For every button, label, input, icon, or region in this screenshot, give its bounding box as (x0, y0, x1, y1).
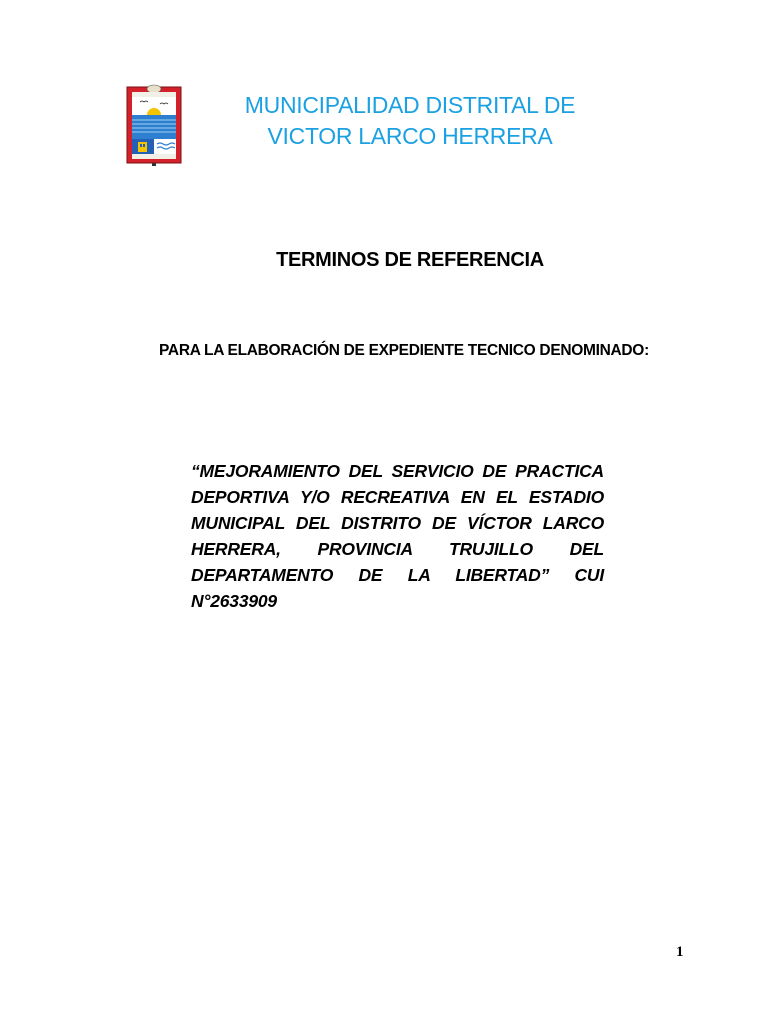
project-name: “MEJORAMIENTO DEL SERVICIO DE PRACTICA DEPORTIVA Y/O RECREATIVA EN EL ESTADIO MUNICIPAL DEL DISTRITO DE VÍCTOR LARCO HERRERA, PROVINCIA TRUJILLO DEL DEPARTAMENTO DE LA LIBERTAD” CUI N°2633909 (191, 461, 604, 611)
document-title: TERMINOS DE REFERENCIA (276, 249, 544, 271)
organization-name: MUNICIPALIDAD DISTRITAL DE VICTOR LARCO HERRERA (244, 92, 576, 149)
municipal-coat-of-arms-icon (126, 84, 182, 168)
page-number: 1 (676, 944, 684, 960)
document-subtitle: PARA LA ELABORACIÓN DE EXPEDIENTE TECNICO DENOMINADO: (159, 342, 649, 359)
